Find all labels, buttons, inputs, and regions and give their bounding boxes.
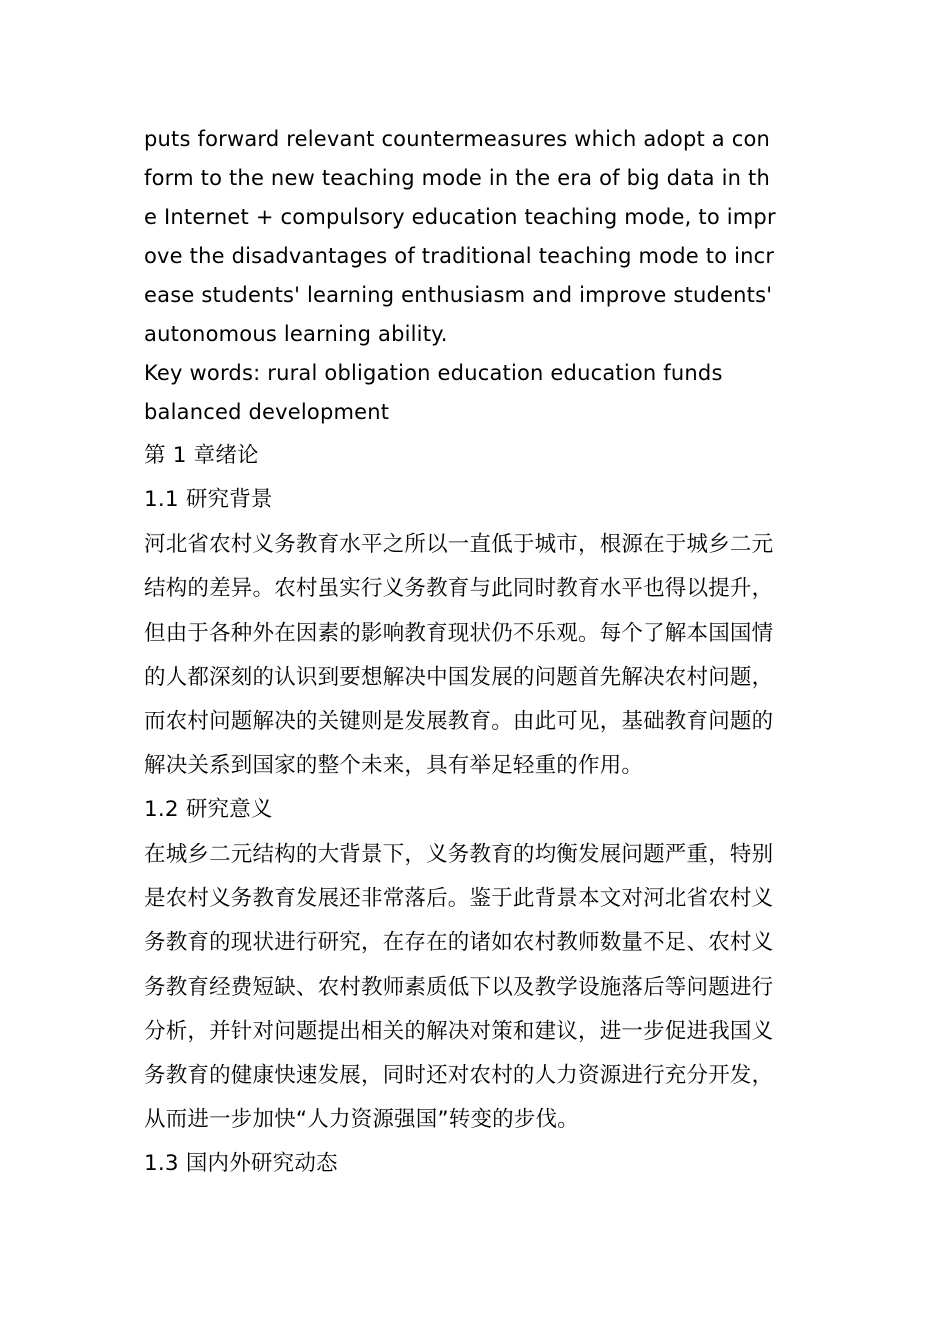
paragraph-line: 结构的差异。农村虽实行义务教育与此同时教育水平也得以提升， [144,576,774,601]
chapter-title: 第 1 章绪论 [144,443,259,468]
paragraph-line: 但由于各种外在因素的影响教育现状仍不乐观。每个了解本国国情 [144,621,774,646]
paragraph-line: 而农村问题解决的关键则是发展教育。由此可见，基础教育问题的 [144,709,774,734]
abstract-line: ease students' learning enthusiasm and improve students' [144,283,773,307]
paragraph-line: 河北省农村义务教育水平之所以一直低于城市，根源在于城乡二元 [144,532,774,557]
section-heading-1-2: 1.2 研究意义 [144,797,273,822]
abstract-line: e Internet + compulsory education teaching mode, to impr [144,205,776,229]
paragraph-line: 务教育经费短缺、农村教师素质低下以及教学设施落后等问题进行 [144,975,774,1000]
paragraph-line: 分析，并针对问题提出相关的解决对策和建议，进一步促进我国义 [144,1019,774,1044]
section-heading-1-3: 1.3 国内外研究动态 [144,1151,338,1176]
paragraph-line: 从而进一步加快“人力资源强国”转变的步伐。 [144,1107,579,1132]
paragraph-line: 务教育的健康快速发展，同时还对农村的人力资源进行充分开发， [144,1063,774,1088]
keywords-line: Key words: rural obligation education education funds [144,361,723,385]
abstract-line: form to the new teaching mode in the era of big data in th [144,166,770,190]
section-heading-1-1: 1.1 研究背景 [144,487,273,512]
abstract-line: autonomous learning ability. [144,322,448,346]
paragraph-line: 是农村义务教育发展还非常落后。鉴于此背景本文对河北省农村义 [144,886,774,911]
paragraph-line: 解决关系到国家的整个未来，具有举足轻重的作用。 [144,753,644,778]
paragraph-line: 的人都深刻的认识到要想解决中国发展的问题首先解决农村问题， [144,665,774,690]
abstract-line: puts forward relevant countermeasures which adopt a con [144,127,771,151]
paragraph-line: 在城乡二元结构的大背景下，义务教育的均衡发展问题严重，特别 [144,842,774,867]
abstract-line: ove the disadvantages of traditional teaching mode to incr [144,244,775,268]
keywords-line: balanced development [144,400,390,424]
paragraph-line: 务教育的现状进行研究，在存在的诸如农村教师数量不足、农村义 [144,930,774,955]
